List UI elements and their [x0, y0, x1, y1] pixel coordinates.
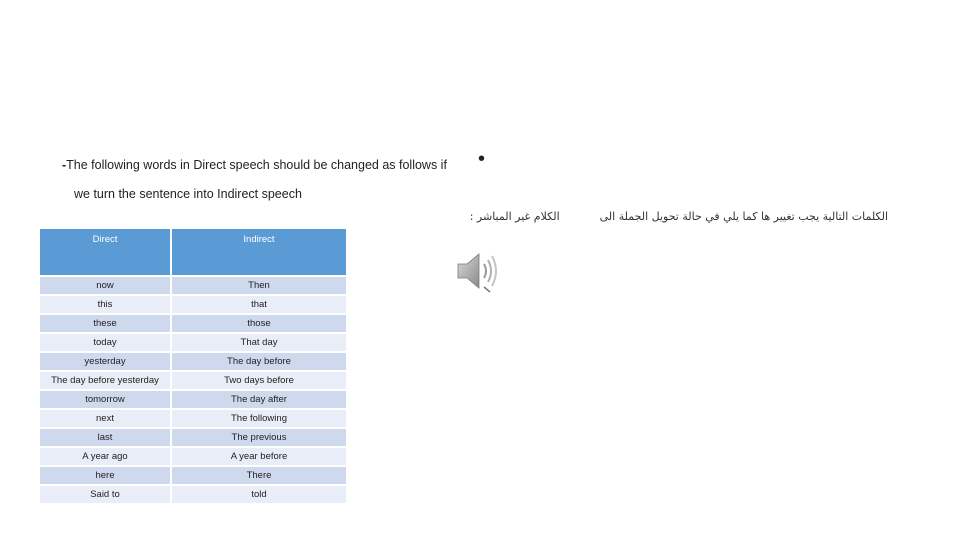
direct-cell: yesterday — [40, 353, 170, 370]
intro-dash: - — [62, 158, 67, 172]
table-row — [40, 372, 346, 389]
table-row — [40, 467, 346, 484]
direct-cell: tomorrow — [40, 391, 170, 408]
indirect-cell: those — [172, 315, 346, 332]
table-row — [40, 448, 346, 465]
header-indirect: Indirect — [172, 229, 346, 275]
arabic-instruction-part-2: الكلام غير المباشر : — [469, 210, 560, 223]
arabic-instruction-part-1: الكلمات التالية يجب تغيير ها كما يلي في حالة تحويل الجملة الى — [599, 210, 888, 223]
direct-cell: A year ago — [40, 448, 170, 465]
speaker-icon[interactable] — [454, 249, 504, 293]
indirect-cell: A year before — [172, 448, 346, 465]
table-row — [40, 429, 346, 446]
table-row — [40, 486, 346, 503]
intro-line-2: we turn the sentence into Indirect speech — [74, 187, 302, 201]
direct-cell: these — [40, 315, 170, 332]
indirect-cell: The day before — [172, 353, 346, 370]
intro-line-1-text: The following words in Direct speech should be changed as follows if — [66, 158, 447, 172]
indirect-cell: told — [172, 486, 346, 503]
indirect-cell: The day after — [172, 391, 346, 408]
conversion-table — [38, 227, 348, 505]
indirect-cell: Then — [172, 277, 346, 294]
bullet-point: • — [478, 148, 486, 170]
indirect-cell: The following — [172, 410, 346, 427]
direct-cell: now — [40, 277, 170, 294]
speaker-icon-graphic — [454, 249, 504, 293]
direct-cell: next — [40, 410, 170, 427]
table-row — [40, 334, 346, 351]
table-header-row — [40, 229, 346, 275]
indirect-cell: that — [172, 296, 346, 313]
table-row — [40, 353, 346, 370]
arabic-instruction — [470, 210, 888, 223]
direct-cell: here — [40, 467, 170, 484]
direct-cell: last — [40, 429, 170, 446]
direct-cell: today — [40, 334, 170, 351]
indirect-cell: There — [172, 467, 346, 484]
table-row — [40, 315, 346, 332]
direct-cell: Said to — [40, 486, 170, 503]
table-row — [40, 277, 346, 294]
indirect-cell: The previous — [172, 429, 346, 446]
indirect-cell: Two days before — [172, 372, 346, 389]
table-row — [40, 296, 346, 313]
intro-line-1 — [62, 158, 447, 172]
direct-cell: The day before yesterday — [40, 372, 170, 389]
table-row — [40, 410, 346, 427]
direct-cell: this — [40, 296, 170, 313]
indirect-cell: That day — [172, 334, 346, 351]
header-direct: Direct — [40, 229, 170, 275]
table-row — [40, 391, 346, 408]
